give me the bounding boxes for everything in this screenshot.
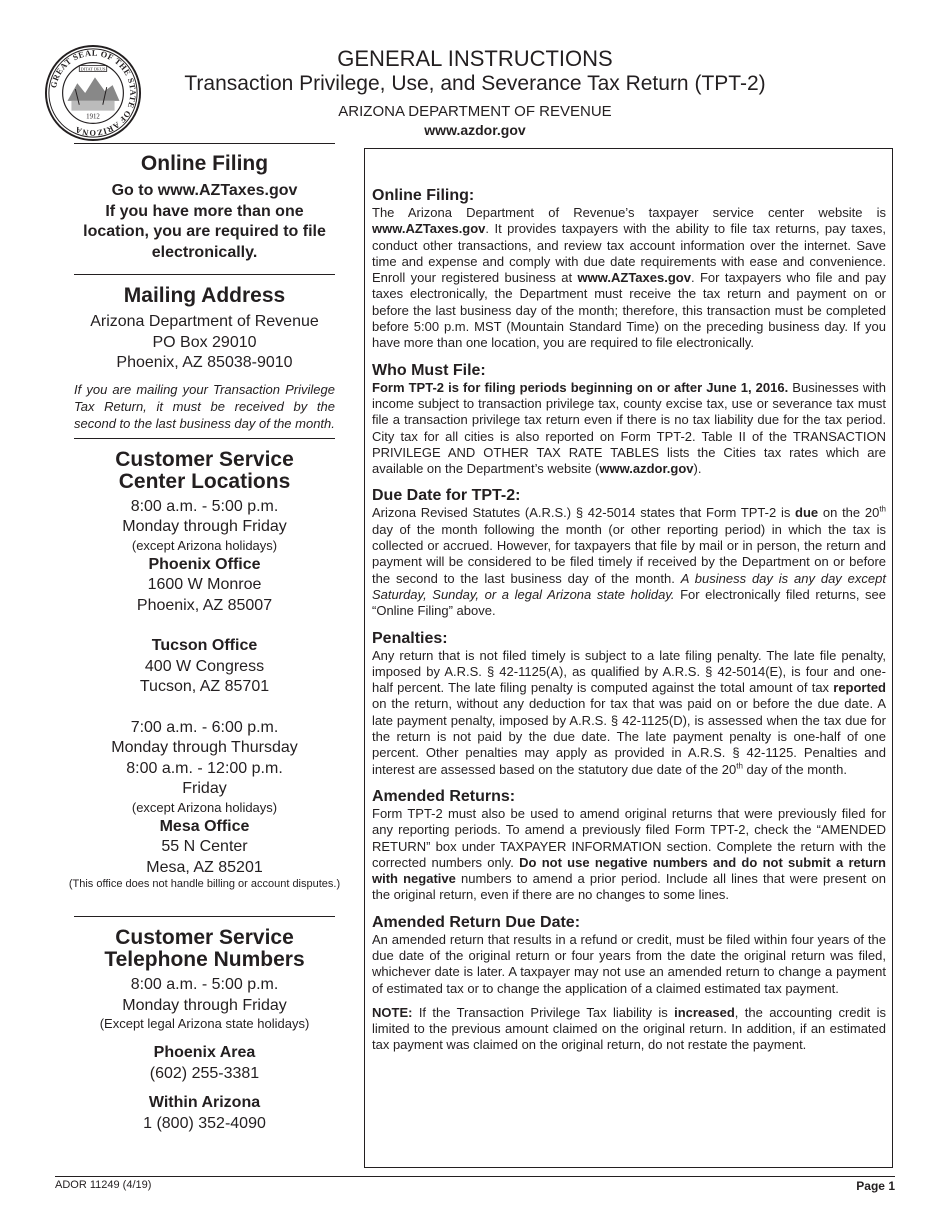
- online-filing-heading: Online Filing: [140, 152, 269, 175]
- mesa-hours-weekday: 7:00 a.m. - 6:00 p.m.: [130, 718, 279, 736]
- mesa-holiday-note: (except Arizona holidays): [131, 799, 278, 815]
- section-heading: Who Must File:: [372, 361, 486, 379]
- section-heading: Amended Return Due Date:: [372, 913, 581, 931]
- telephone-heading-2: Telephone Numbers: [104, 948, 305, 971]
- phoenix-area-heading: Phoenix Area: [153, 1044, 256, 1061]
- note-paragraph: NOTE: If the Transaction Privilege Tax liability is increased, the accounting credit is limited to the previous amount claimed on the original return. In addition, if an estimated tax payment was claimed on the original return, do not restate the payment.: [372, 1004, 886, 1053]
- telephone-days: Monday through Friday: [122, 996, 287, 1014]
- page-subtitle: Transaction Privilege, Use, and Severance Tax Return (TPT-2): [184, 72, 766, 95]
- tucson-office-heading: Tucson Office: [151, 637, 258, 654]
- page-number: Page 1: [856, 1179, 895, 1193]
- mailing-address-line-3: Phoenix, AZ 85038-9010: [116, 354, 293, 371]
- seal-year: 1912: [86, 113, 100, 121]
- phoenix-area-phone: (602) 255-3381: [149, 1064, 260, 1082]
- tucson-office-address-1: 400 W Congress: [144, 657, 265, 675]
- section-body: Form TPT-2 must also be used to amend original returns that were previously filed for any reporting periods. To amend a previously filed Form TPT-2, check the “AMENDED RETURN” box under TAXPAYER INFORMATION section. Complete the return with the corrected numbers only. Do not use negative numbers and do not submit a return with negative numbers to amend a prior period. Include all lines that were present on the original return, even if there are no changes to some lines.: [372, 805, 887, 903]
- section-heading: Online Filing:: [372, 187, 475, 204]
- agency-name: ARIZONA DEPARTMENT OF REVENUE: [338, 103, 612, 120]
- mesa-office-address-2: Mesa, AZ 85201: [146, 858, 263, 876]
- telephone-hours: 8:00 a.m. - 5:00 p.m.: [130, 976, 279, 993]
- seal-motto: DITAT DEUS: [80, 66, 106, 72]
- phoenix-office-heading: Phoenix Office: [148, 555, 261, 573]
- tucson-office-address-2: Tucson, AZ 85701: [139, 678, 270, 695]
- online-filing-link: Go to www.AZTaxes.gov: [111, 182, 298, 199]
- section-body: Arizona Revised Statutes (A.R.S.) § 42-5014 states that Form TPT-2 is due on the 20th day of the month following the month (or other reporting period) in which the tax is collected or accrued. However, for taxpayers that file by mail or in person, the return and payment will be considered to be filed timely if received by the Department on or before the second to the last business day of the month. A business day is any day except Saturday, Sunday, or a legal Arizona state holiday. For electronically filed returns, see “Online Filing” above.: [372, 505, 886, 619]
- agency-website: www.azdor.gov: [424, 122, 526, 138]
- csc-days: Monday through Friday: [122, 518, 287, 535]
- form-id: ADOR 11249 (4/19): [55, 1179, 152, 1191]
- section-who-must-file: [372, 361, 886, 478]
- within-arizona-phone: 1 (800) 352-4090: [143, 1114, 266, 1132]
- section-online-filing: [372, 186, 886, 352]
- mesa-office-address-1: 55 N Center: [161, 838, 248, 855]
- csc-locations-heading-1: Customer Service: [115, 447, 294, 471]
- mesa-days-weekday: Monday through Thursday: [111, 739, 298, 756]
- mailing-address-line-1: Arizona Department of Revenue: [90, 313, 319, 330]
- section-body: An amended return that results in a refund or credit, must be filed within four years of the due date of the original return or four years from the date the original return was filed, whichever date is later. A taxpayer may not use an amended return to change a payment of estimated tax or to change the application of a claimed estimated tax payment.: [372, 931, 886, 996]
- section-heading: Amended Returns:: [372, 787, 516, 805]
- section-body: The Arizona Department of Revenue’s taxpayer service center website is www.AZTaxes.gov. It provides taxpayers with the ability to file tax returns, pay taxes, conduct other transactions, and review tax account information over the internet. Save time and expense and comply with due date requirements with ease and convenience. Enroll your registered business at www.AZTaxes.gov. For taxpayers who file and pay taxes electronically, the Department must receive the tax return and payment on or before the last business day of the month; therefore, this transaction must be completed before 5:00 p.m. MST (Mountain Standard Time) on the preceding business day. If you have more than one location, you are required to file electronically.: [372, 205, 886, 351]
- within-arizona-heading: Within Arizona: [148, 1094, 261, 1111]
- section-heading: Penalties:: [372, 629, 448, 647]
- seal-ring-text: GREAT SEAL OF THE STATE OF ARIZONA: [49, 48, 138, 138]
- mesa-days-friday: Friday: [182, 780, 227, 797]
- phoenix-office-address-2: Phoenix, AZ 85007: [136, 596, 273, 614]
- online-filing-requirement: If you have more than one location, you are required to file electronically.: [83, 202, 326, 261]
- page-footer: [55, 1176, 895, 1191]
- csc-holiday-note: (except Arizona holidays): [131, 537, 278, 553]
- telephone-holiday-note: (Except legal Arizona state holidays): [99, 1016, 310, 1031]
- mailing-address-heading: Mailing Address: [123, 284, 286, 307]
- phoenix-office-address-1: 1600 W Monroe: [147, 576, 262, 593]
- csc-locations-heading-2: Center Locations: [118, 469, 291, 493]
- section-heading: Due Date for TPT-2:: [372, 487, 521, 505]
- mailing-note: If you are mailing your Transaction Privilege Tax Return, it must be received by the second to the last business day of the month.: [74, 381, 335, 431]
- mesa-hours-friday: 8:00 a.m. - 12:00 p.m.: [126, 759, 283, 777]
- section-due-date: [372, 486, 886, 619]
- page-title: GENERAL INSTRUCTIONS: [337, 46, 613, 71]
- left-sidebar: [68, 143, 341, 1134]
- telephone-heading-1: Customer Service: [115, 926, 294, 949]
- section-body: Any return that is not filed timely is subject to a late filing penalty. The late file penalty, imposed by A.R.S. § 42-1125(A), as qualified by A.R.S. § 42-5014(E), is four and one-half percent. The late filing penalty is computed against the total amount of tax reported on the return, without any deduction for tax that was paid on or before the due date. A late payment penalty, imposed by A.R.S. § 42-1125(D), is assessed when the tax due for the return is not paid by the due date. The late payment penalty is one-half of one percent. Other penalties may apply as provided in A.R.S. § 42-1125. Penalties and interest are assessed based on the statutory due date of the 20th day of the month.: [372, 647, 886, 777]
- mesa-office-heading: Mesa Office: [159, 817, 250, 835]
- instructions-box: [364, 148, 893, 1168]
- section-amended-due-date: [372, 913, 886, 1054]
- section-amended-returns: [372, 787, 886, 904]
- mesa-office-note: (This office does not handle billing or account disputes.): [68, 878, 341, 890]
- section-body: Form TPT-2 is for filing periods beginning on or after June 1, 2016. Businesses with income subject to transaction privilege tax, county excise tax, use or severance tax must file a transaction privilege tax return even if there is no tax liability due for the tax period. City tax for all cities is also reported on Form TPT-2. Table II of the TRANSACTION PRIVILEGE AND OTHER TAX RATE TABLES lists the Cities tax rates which are available on the Department’s website (www.azdor.gov).: [372, 379, 886, 477]
- csc-hours: 8:00 a.m. - 5:00 p.m.: [130, 497, 279, 515]
- section-penalties: [372, 629, 886, 778]
- mailing-address-line-2: PO Box 29010: [152, 333, 257, 351]
